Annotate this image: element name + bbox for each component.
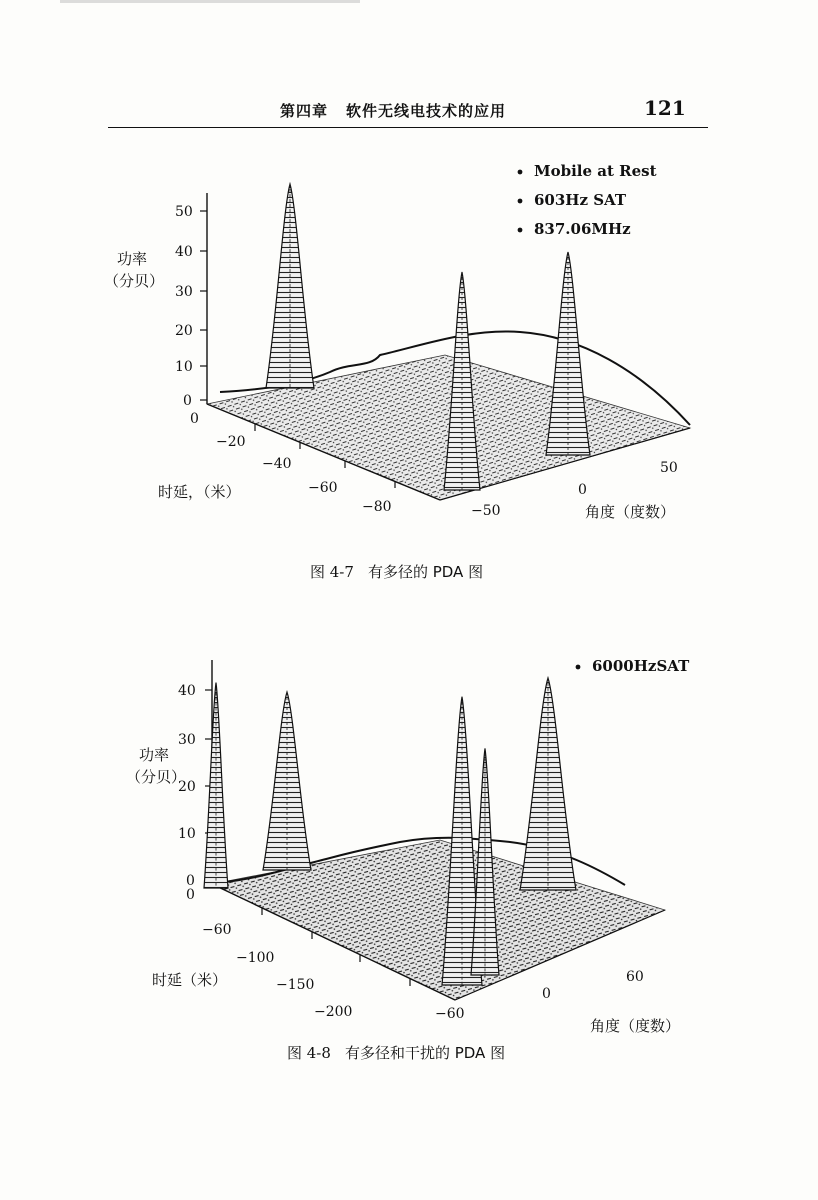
fig2-caption-number: 图 4-8 [287,1044,331,1062]
fig1-y-label-line1: 功率 [117,250,148,268]
fig2-depth-tick-label: −200 [314,1004,353,1020]
fig2-angle-tick-label: 60 [626,969,644,985]
figure-4-7-caption [310,561,483,582]
fig2-y-tick-label: 40 [178,683,196,699]
chapter-label: 第四章 [280,102,329,120]
figure-4-8-caption [287,1042,505,1063]
page-number: 121 [644,96,686,120]
running-head [280,100,506,121]
fig2-depth-tick-label: −100 [236,950,275,966]
fig1-legend-bullet [518,228,523,233]
fig2-angle-label: 角度（度数） [590,1017,681,1035]
fig1-angle-tick-label: 0 [578,482,587,498]
fig1-depth-tick-label: −80 [362,499,392,515]
figure-4-8-plot [0,650,818,1040]
fig1-y-tick-label: 0 [183,393,192,409]
fig1-caption-number: 图 4-7 [310,563,354,581]
fig1-angle-tick-label: 50 [660,460,678,476]
fig2-caption-text: 有多径和干扰的 PDA 图 [344,1044,506,1062]
scan-smudge [60,0,360,3]
fig1-y-tick-label: 20 [175,323,193,339]
fig1-legend-bullet [518,199,523,204]
fig1-angle-label: 角度（度数） [585,503,676,521]
fig1-y-tick-label: 30 [175,284,193,300]
figure-4-7-plot [0,150,818,550]
fig1-y-tick-label: 40 [175,244,193,260]
fig1-depth-tick-label: 0 [190,411,199,427]
fig2-y-label-line2: （分贝） [126,768,187,786]
fig1-y-label-line2: （分贝） [104,272,165,290]
fig1-legend-entry: 837.06MHz [534,220,631,238]
fig1-depth-tick-label: −20 [216,434,246,450]
fig1-depth-tick-label: −60 [308,480,338,496]
fig1-caption-text: 有多径的 PDA 图 [367,563,484,581]
fig2-y-tick-label: 0 [186,873,195,889]
fig1-depth-label: 时延，（米） [158,483,241,501]
fig2-y-tick-label: 10 [178,826,196,842]
fig2-depth-tick-label: 0 [186,887,195,903]
fig2-depth-tick-label: −150 [276,977,315,993]
fig1-y-tick-label: 10 [175,359,193,375]
fig1-legend-entry: Mobile at Rest [534,162,657,180]
header-rule [108,127,708,128]
fig2-y-label-line1: 功率 [139,746,170,764]
fig2-legend-bullet [576,665,581,670]
fig1-legend-bullet [518,170,523,175]
fig1-legend [518,162,657,238]
fig2-angle-tick-label: −60 [435,1006,465,1022]
fig2-legend [576,657,690,675]
fig1-y-tick-label: 50 [175,204,193,220]
fig1-angle-tick-label: −50 [471,503,501,519]
fig2-depth-label: 时延（米） [152,971,228,989]
fig2-angle-tick-label: 0 [542,986,551,1002]
fig2-y-tick-label: 20 [178,779,196,795]
fig1-legend-entry: 603Hz SAT [534,191,627,209]
fig2-y-tick-label: 30 [178,732,196,748]
fig2-legend-entry: 6000HzSAT [592,657,690,675]
fig1-depth-tick-label: −40 [262,456,292,472]
fig2-depth-tick-label: −60 [202,922,232,938]
chapter-title: 软件无线电技术的应用 [346,102,507,120]
